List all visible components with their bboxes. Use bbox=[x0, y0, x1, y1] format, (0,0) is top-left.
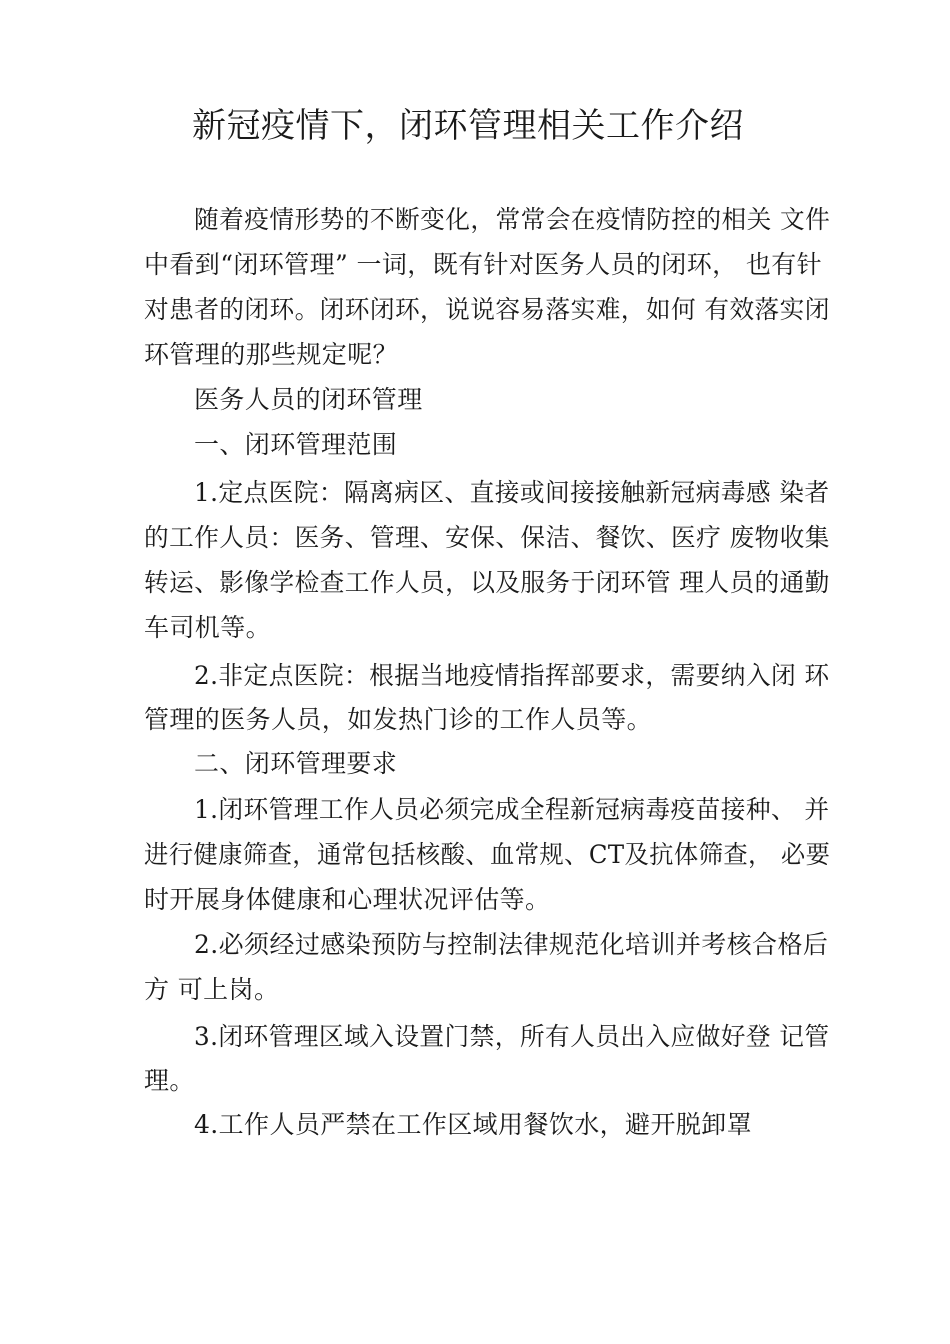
paragraph-line: 2.非定点医院：根据当地疫情指挥部要求，需要纳入闭 环 bbox=[194, 661, 830, 690]
paragraph-line: 环管理的那些规定呢？ bbox=[144, 340, 399, 369]
paragraph-line: 1.闭环管理工作人员必须完成全程新冠病毒疫苗接种、 并 bbox=[194, 795, 830, 824]
paragraph-line: 中看到“闭环管理” 一词，既有针对医务人员的闭环， 也有针 bbox=[144, 250, 823, 279]
paragraph-line: 转运、影像学检查工作人员，以及服务于闭环管 理人员的通勤 bbox=[144, 568, 830, 597]
paragraph-line: 1.定点医院：隔离病区、直接或间接接触新冠病毒感 染者 bbox=[194, 478, 830, 507]
paragraph-line: 随着疫情形势的不断变化，常常会在疫情防控的相关 文件 bbox=[194, 205, 831, 234]
paragraph-line: 管理的医务人员，如发热门诊的工作人员等。 bbox=[144, 705, 653, 734]
paragraph-line: 进行健康筛查，通常包括核酸、血常规、CT及抗体筛查， 必要 bbox=[144, 840, 831, 869]
paragraph-line: 2.必须经过感染预防与控制法律规范化培训并考核合格后 bbox=[194, 930, 829, 959]
paragraph-line: 4.工作人员严禁在工作区域用餐饮水，避开脱卸罩 bbox=[194, 1110, 753, 1139]
paragraph-line: 的工作人员：医务、管理、安保、保洁、餐饮、医疗 废物收集 bbox=[144, 523, 830, 552]
paragraph-line: 理。 bbox=[144, 1066, 195, 1095]
section-heading: 医务人员的闭环管理 bbox=[194, 385, 423, 414]
paragraph-line: 方 可上岗。 bbox=[144, 975, 280, 1004]
paragraph-line: 车司机等。 bbox=[144, 613, 272, 642]
section-heading: 二、闭环管理要求 bbox=[194, 749, 398, 778]
section-heading: 一、闭环管理范围 bbox=[194, 430, 398, 459]
document-title: 新冠疫情下，闭环管理相关工作介绍 bbox=[192, 106, 744, 146]
paragraph-line: 对患者的闭环。闭环闭环，说说容易落实难，如何 有效落实闭 bbox=[144, 295, 830, 324]
paragraph-line: 时开展身体健康和心理状况评估等。 bbox=[144, 885, 551, 914]
paragraph-line: 3.闭环管理区域入设置门禁，所有人员出入应做好登 记管 bbox=[194, 1022, 830, 1051]
